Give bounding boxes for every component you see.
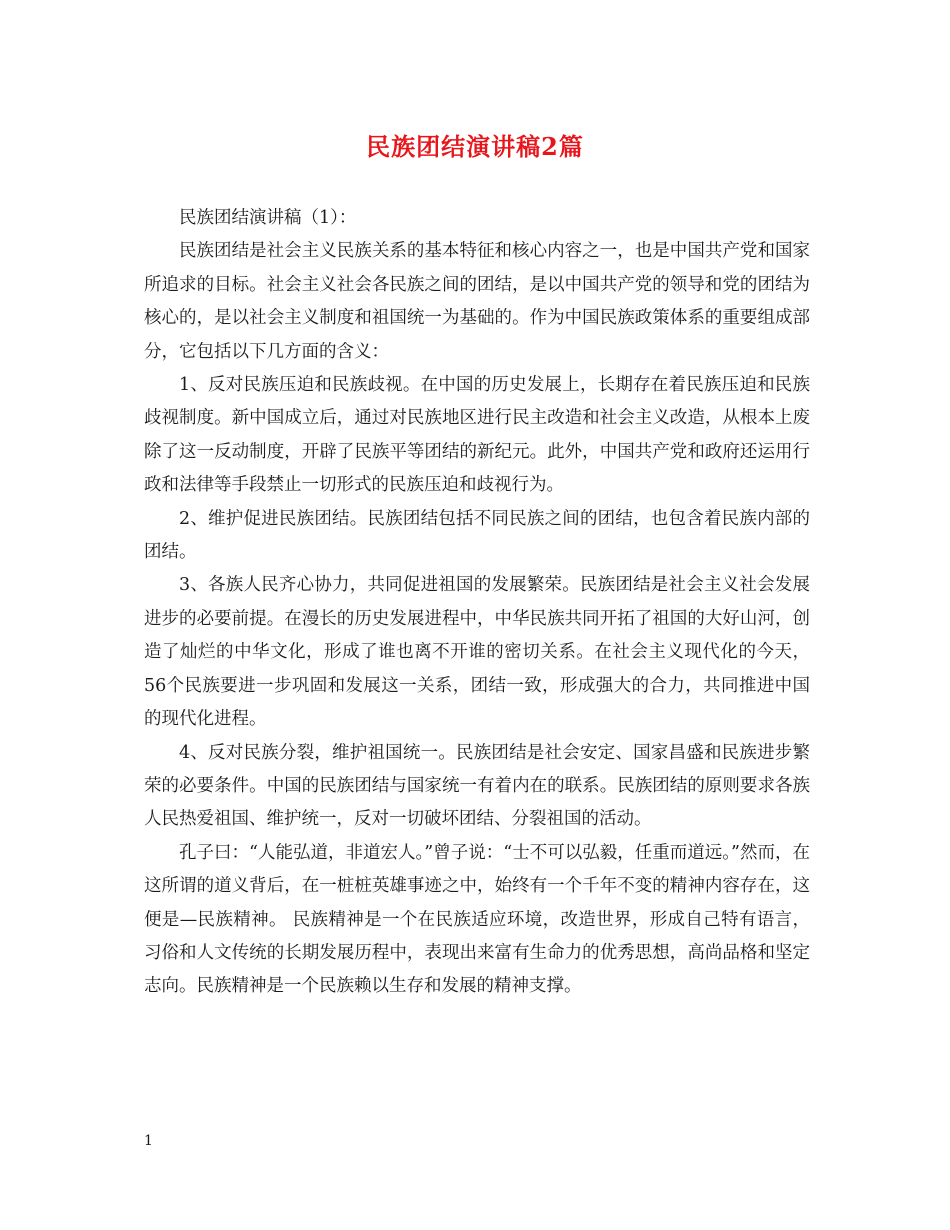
page-number: 1 [144,1133,153,1149]
paragraph-intro: 民族团结是社会主义民族关系的基本特征和核心内容之一，也是中国共产党和国家所追求的目标。社会主义社会各民族之间的团结，是以中国共产党的领导和党的团结为核心的，是以社会主义制度和祖国统一为基础的。作为中国民族政策体系的重要组成部分，它包括以下几方面的含义： [144,241,810,362]
paragraph-point-4: 4、反对民族分裂，维护祖国统一。民族团结是社会安定、国家昌盛和民族进步繁荣的必要条件。中国的民族团结与国家统一有着内在的联系。民族团结的原则要求各族人民热爱祖国、维护统一，反对一切破坏团结、分裂祖国的活动。 [144,742,810,830]
paragraph-national-spirit: 孔子曰：“人能弘道，非道宏人。”曾子说：“士不可以弘毅，任重而道远。”然而，在这所谓的道义背后，在一桩桩英雄事迹之中，始终有一个千年不变的精神内容存在，这便是—民族精神。 民族精神是一个在民族适应环境，改造世界，形成自己特有语言，习俗和人文传统的长期发展历程中，表现出来富有生命力的优秀思想，高尚品格和坚定志向。民族精神是一个民族赖以生存和发展的精神支撑。 [144,842,810,997]
paragraph-subtitle: 民族团结演讲稿（1）： [179,208,357,228]
paragraph-point-1: 1、反对民族压迫和民族歧视。在中国的历史发展上，长期存在着民族压迫和民族歧视制度。新中国成立后，通过对民族地区进行民主改造和社会主义改造，从根本上废除了这一反动制度，开辟了民族平等团结的新纪元。此外，中国共产党和政府还运用行政和法律等手段禁止一切形式的民族压迫和歧视行为。 [144,375,810,496]
document-title: 民族团结演讲稿2篇 [366,132,584,161]
document-body [144,202,810,1004]
paragraph-point-3: 3、各族人民齐心协力，共同促进祖国的发展繁荣。民族团结是社会主义社会发展进步的必要前提。在漫长的历史发展进程中，中华民族共同开拓了祖国的大好山河，创造了灿烂的中华文化，形成了谁也离不开谁的密切关系。在社会主义现代化的今天，56个民族要进一步巩固和发展这一关系，团结一致，形成强大的合力，共同推进中国的现代化进程。 [144,575,810,730]
paragraph-point-2: 2、维护促进民族团结。民族团结包括不同民族之间的团结，也包含着民族内部的团结。 [144,508,810,563]
